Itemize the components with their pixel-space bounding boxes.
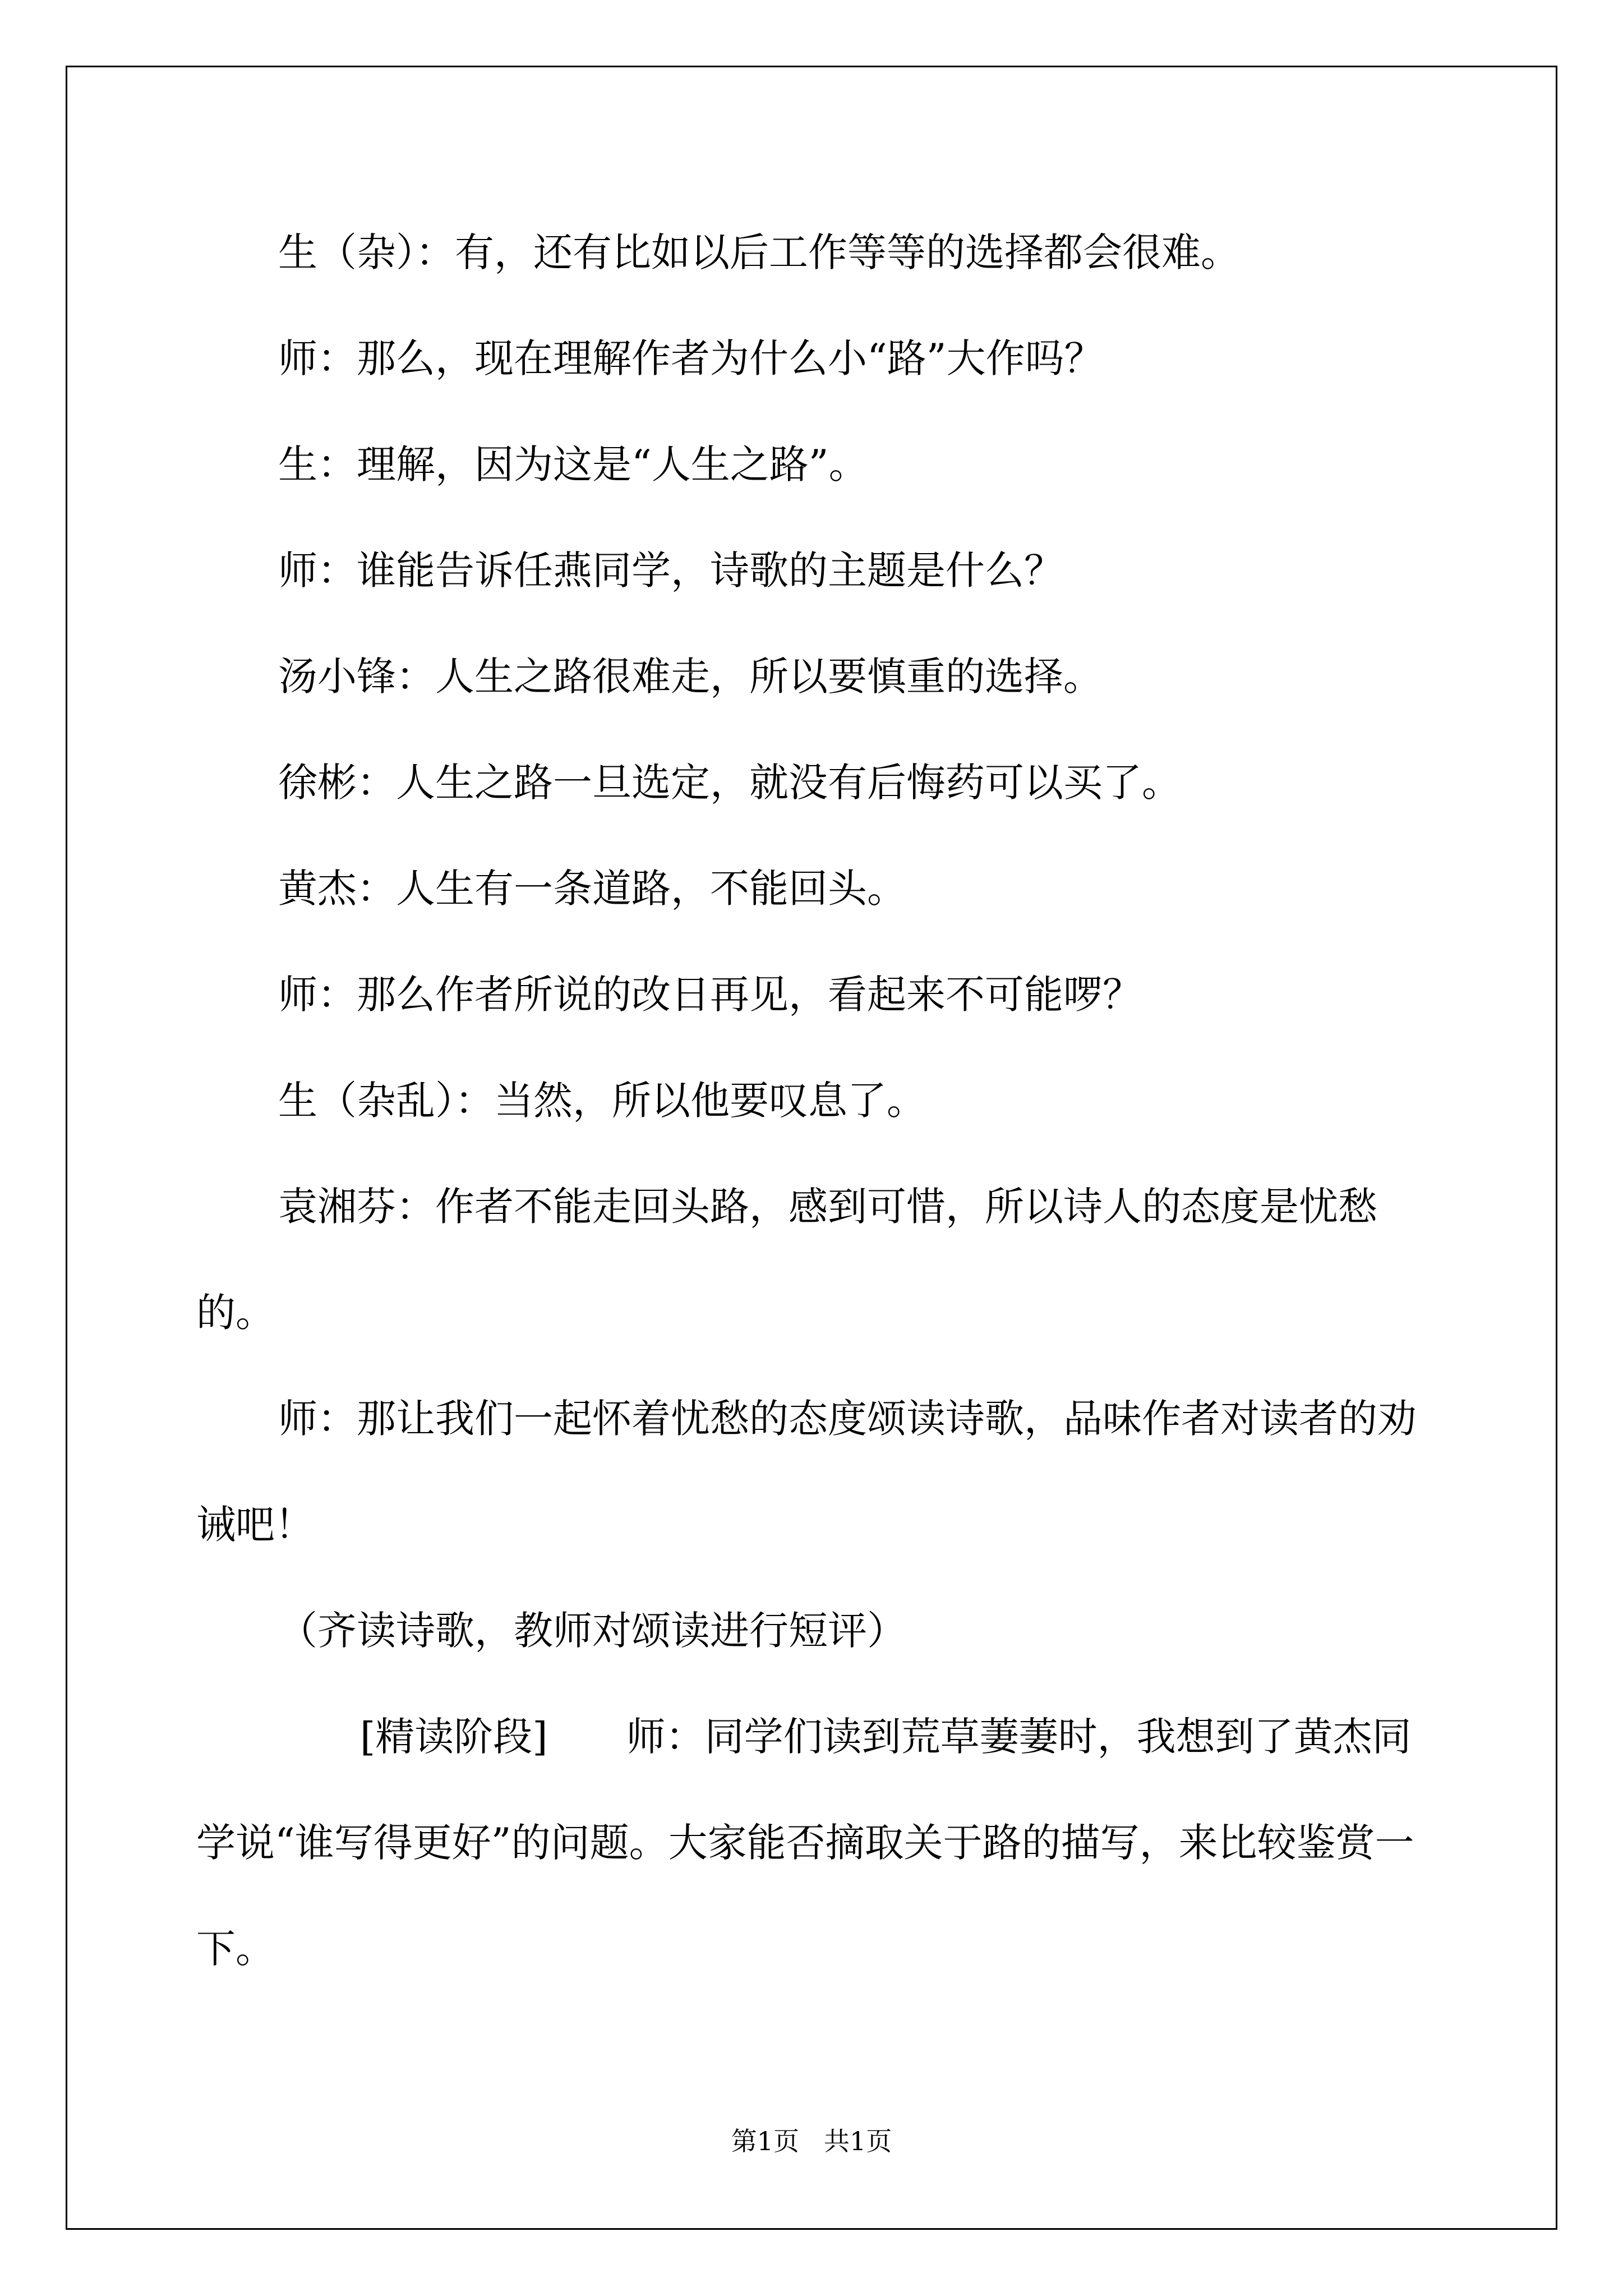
paragraph: [196, 1684, 1430, 2002]
paragraph: 徐彬：人生之路一旦选定，就没有后悔药可以买了。: [278, 760, 1181, 806]
page-number-current: 第1页: [731, 2126, 799, 2156]
paragraph: 师：那让我们一起怀着忧愁的态度颂读诗歌，品味作者对读者的劝诫吧！: [196, 1396, 1417, 1548]
paragraph: 生（杂）：有，还有比如以后工作等等的选择都会很难。: [278, 229, 1240, 275]
paragraph: 黄杰：人生有一条道路，不能回头。: [278, 866, 906, 912]
stage-label: [精读阶段]: [360, 1714, 548, 1760]
page-footer: [0, 2124, 1623, 2158]
paragraph: 生：理解，因为这是“人生之路”。: [278, 441, 868, 487]
paragraph: 汤小锋：人生之路很难走，所以要慎重的选择。: [278, 654, 1103, 700]
page-number-total: 共1页: [824, 2126, 892, 2156]
paragraph: 袁湘芬：作者不能走回头路，感到可惜，所以诗人的态度是忧愁的。: [196, 1184, 1377, 1336]
paragraph: （齐读诗歌，教师对颂读进行短评）: [278, 1608, 906, 1654]
paragraph: 师：那么，现在理解作者为什么小“路”大作吗？: [278, 335, 1104, 381]
paragraph: 师：那么作者所说的改日再见，看起来不可能啰？: [278, 972, 1142, 1018]
paragraph: 生（杂乱）：当然，所以他要叹息了。: [278, 1078, 926, 1124]
paragraph-text: 师：同学们读到荒草萋萋时，我想到了黄杰同学说“谁写得更好”的问题。大家能否摘取关于路的描写，来比较鉴赏一下。: [196, 1714, 1414, 1972]
paragraph: 师：谁能告诉任燕同学，诗歌的主题是什么？: [278, 547, 1063, 593]
